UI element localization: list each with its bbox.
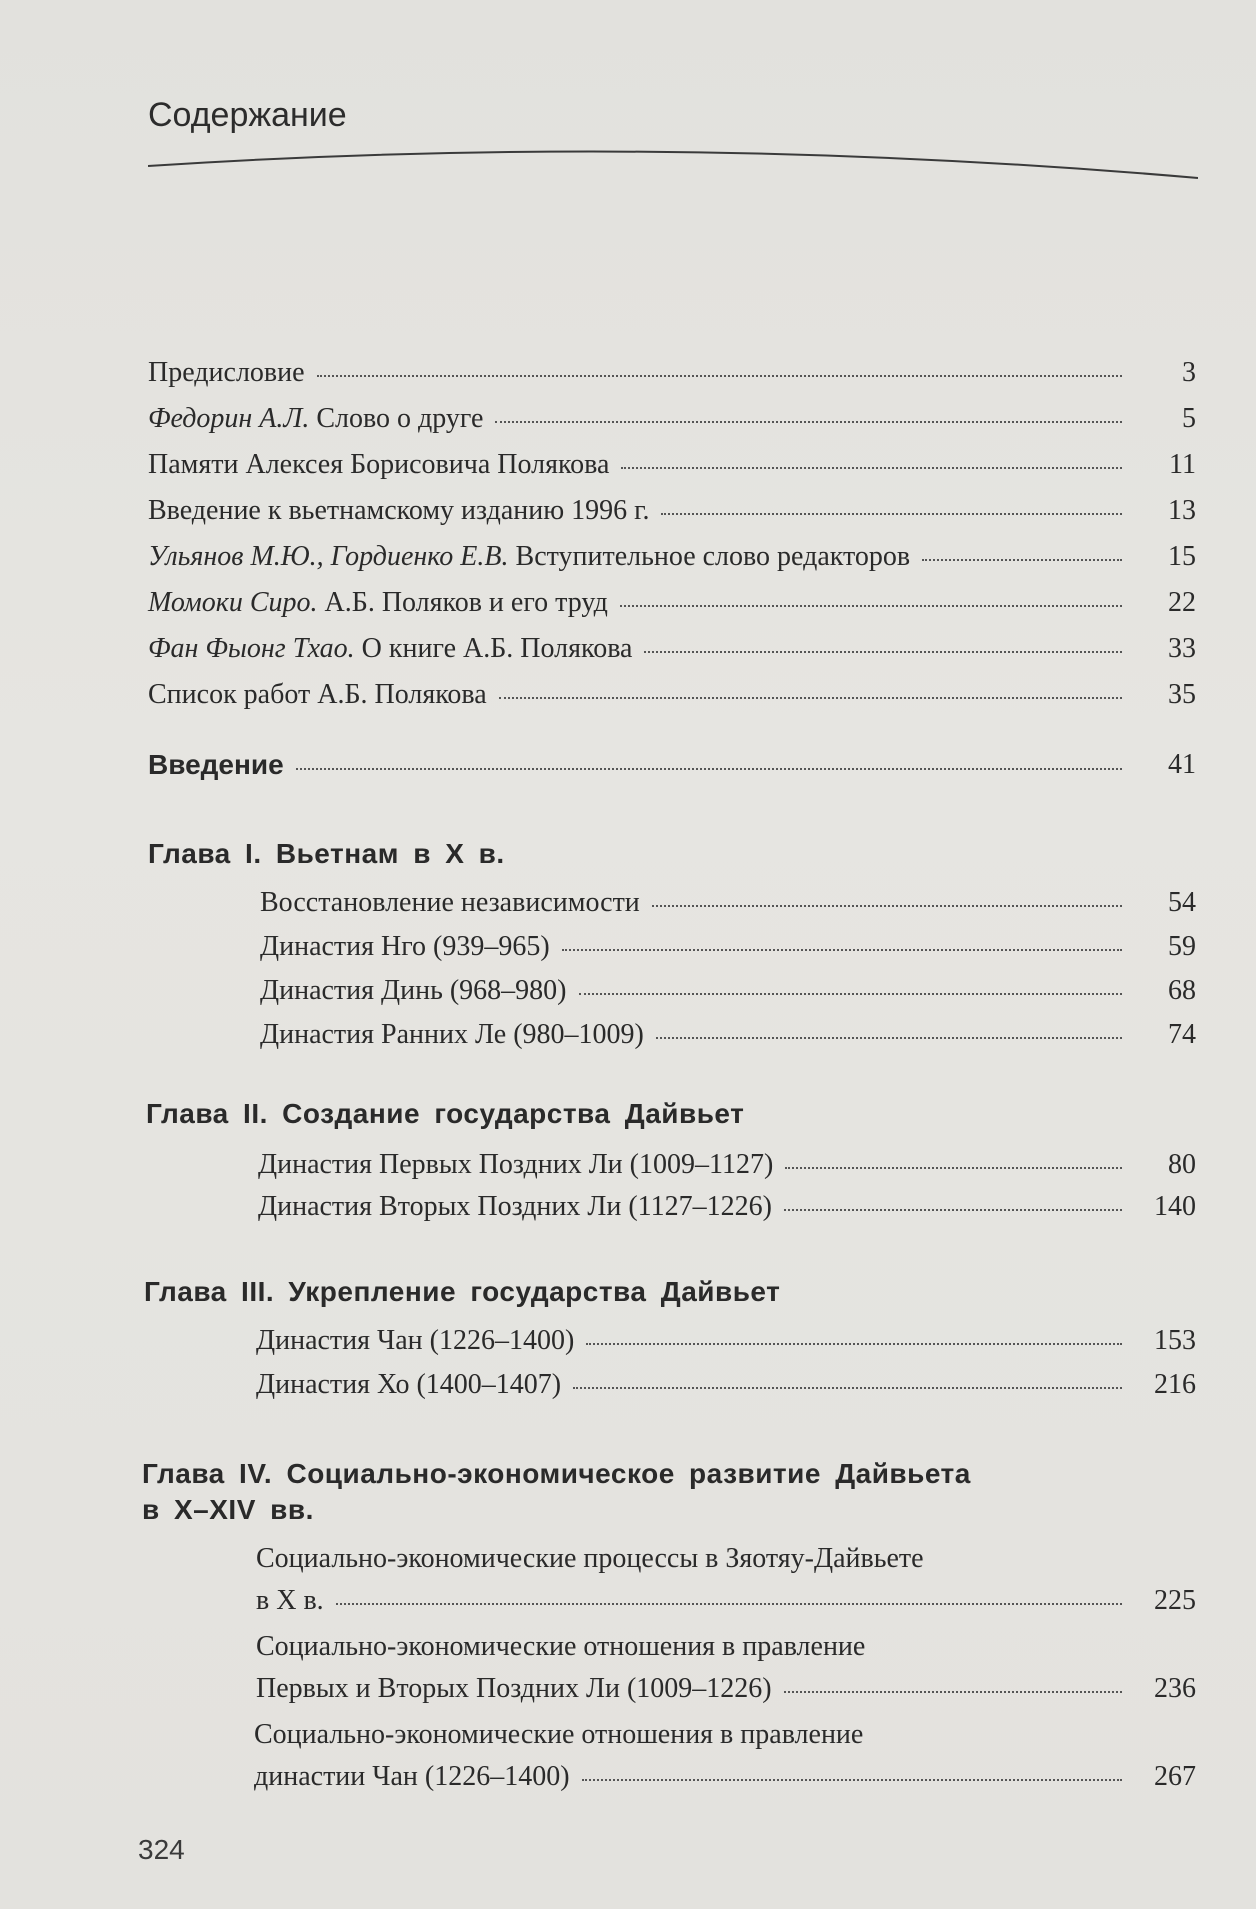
- dot-leader: [586, 1342, 1122, 1345]
- page-number: 267: [1154, 1761, 1196, 1792]
- dot-leader: [784, 1690, 1122, 1693]
- page-number: 140: [1154, 1191, 1196, 1222]
- dot-leader: [661, 512, 1122, 515]
- chapter-heading[interactable]: [142, 1456, 971, 1528]
- toc-entry[interactable]: Династия Нго (939–965) 59: [260, 931, 1196, 962]
- page-title: Содержание: [148, 96, 347, 134]
- dot-leader: [562, 948, 1122, 951]
- dot-leader: [336, 1602, 1122, 1605]
- chapter-heading[interactable]: Глава I. Вьетнам в X в.: [148, 838, 505, 869]
- page-number: 225: [1154, 1585, 1196, 1616]
- page-number: 68: [1168, 975, 1196, 1006]
- dot-leader: [582, 1778, 1122, 1781]
- dot-leader: [922, 558, 1122, 561]
- toc-entry[interactable]: Момоки Сиро. А.Б. Поляков и его труд 22: [148, 587, 1196, 618]
- page-number: 80: [1168, 1149, 1196, 1180]
- page-number: 15: [1168, 541, 1196, 572]
- chapter-heading-line: Глава IV. Социально-экономическое развитие Дайвьета: [142, 1458, 971, 1489]
- toc-entry[interactable]: Введение к вьетнамскому изданию 1996 г. 13: [148, 495, 1196, 526]
- page-number: 35: [1168, 679, 1196, 710]
- dot-leader: [656, 1036, 1122, 1039]
- page-folio: 324: [138, 1834, 185, 1865]
- toc-entry-line: Социально-экономические отношения в правление: [256, 1631, 866, 1662]
- toc-entry[interactable]: Ульянов М.Ю., Гордиенко Е.В. Вступительное слово редакторов 15: [148, 541, 1196, 572]
- toc-entry[interactable]: династии Чан (1226–1400) 267: [254, 1761, 1196, 1792]
- toc-entry[interactable]: Династия Чан (1226–1400) 153: [256, 1325, 1196, 1356]
- chapter-heading-line: в X–XIV вв.: [142, 1494, 314, 1525]
- toc-entry[interactable]: Список работ А.Б. Полякова 35: [148, 679, 1196, 710]
- toc-entry[interactable]: Династия Вторых Поздних Ли (1127–1226) 140: [258, 1191, 1196, 1222]
- toc-entry[interactable]: Первых и Вторых Поздних Ли (1009–1226) 236: [256, 1673, 1196, 1704]
- toc-entry[interactable]: Памяти Алексея Борисовича Полякова 11: [148, 449, 1196, 480]
- dot-leader: [317, 374, 1122, 377]
- dot-leader: [785, 1166, 1122, 1169]
- page-number: 236: [1154, 1673, 1196, 1704]
- toc-entry-line: Социально-экономические отношения в правление: [254, 1719, 864, 1750]
- page-number: 216: [1154, 1369, 1196, 1400]
- dot-leader: [495, 420, 1122, 423]
- page-number: 59: [1168, 931, 1196, 962]
- toc-entry[interactable]: в X в. 225: [256, 1585, 1196, 1616]
- toc-entry[interactable]: Династия Первых Поздних Ли (1009–1127) 80: [258, 1149, 1196, 1180]
- page-number: 13: [1168, 495, 1196, 526]
- toc-entry[interactable]: Династия Динь (968–980) 68: [260, 975, 1196, 1006]
- dot-leader: [620, 604, 1122, 607]
- page-number: 3: [1182, 357, 1196, 388]
- toc-entry[interactable]: Династия Ранних Ле (980–1009) 74: [260, 1019, 1196, 1050]
- toc-entry[interactable]: Восстановление независимости 54: [260, 887, 1196, 918]
- dot-leader: [573, 1386, 1122, 1389]
- dot-leader: [784, 1208, 1122, 1211]
- page-number: 11: [1169, 449, 1196, 480]
- page-number: 41: [1168, 749, 1196, 780]
- page-number: 54: [1168, 887, 1196, 918]
- chapter-heading[interactable]: Глава III. Укрепление государства Дайвьет: [144, 1276, 781, 1307]
- toc-entry[interactable]: Фан Фыонг Тхао. О книге А.Б. Полякова 33: [148, 633, 1196, 664]
- toc-entry[interactable]: Федорин А.Л. Слово о друге 5: [148, 403, 1196, 434]
- heading-underline: [148, 132, 1198, 182]
- dot-leader: [644, 650, 1122, 653]
- page-number: 5: [1182, 403, 1196, 434]
- dot-leader: [499, 696, 1122, 699]
- dot-leader: [652, 904, 1122, 907]
- page-number: 153: [1154, 1325, 1196, 1356]
- toc-entry[interactable]: Династия Хо (1400–1407) 216: [256, 1369, 1196, 1400]
- page-number: 22: [1168, 587, 1196, 618]
- page-number: 33: [1168, 633, 1196, 664]
- dot-leader: [296, 767, 1122, 770]
- toc-entry-line: Социально-экономические процессы в Зяотяу-Дайвьете: [256, 1543, 924, 1574]
- toc-entry[interactable]: Предисловие 3: [148, 357, 1196, 388]
- page-number: 74: [1168, 1019, 1196, 1050]
- dot-leader: [621, 466, 1122, 469]
- chapter-heading[interactable]: Глава II. Создание государства Дайвьет: [146, 1098, 745, 1129]
- toc-entry-introduction[interactable]: Введение 41: [148, 749, 1196, 780]
- dot-leader: [579, 992, 1122, 995]
